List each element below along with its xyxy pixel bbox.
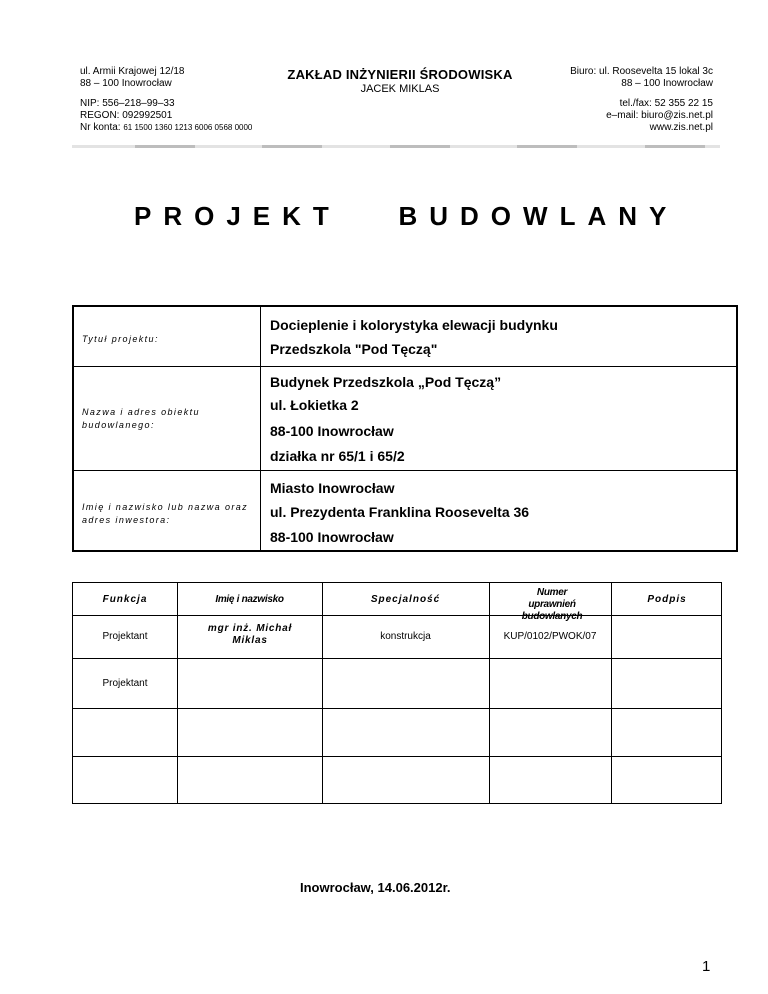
place-and-date: Inowrocław, 14.06.2012r. [300,880,451,895]
project-info-table [72,305,738,552]
separator-accent [517,145,577,148]
header-right-office [493,66,713,90]
office-line: Biuro: ul. Roosevelta 15 lokal 3c [570,66,713,77]
nip: NIP: 556–218–99–33 [80,98,175,109]
row-license: KUP/0102/PWOK/07 [503,631,597,642]
object-label: Nazwa i adres obiektu budowlanego: [82,407,200,430]
object-line: ul. Łokietka 2 [270,397,359,413]
team-row-divider [73,708,721,709]
phone: tel./fax: 52 355 22 15 [619,98,713,109]
info-row-divider [74,366,736,367]
object-line: działka nr 65/1 i 65/2 [270,448,405,464]
separator-accent [645,145,705,148]
email: e–mail: biuro@zis.net.pl [606,110,713,121]
investor-line: ul. Prezydenta Franklina Roosevelta 36 [270,504,530,520]
header-license: Numer uprawnień budowlanych [521,587,583,622]
page-number: 1 [702,958,711,975]
address-line: 88 – 100 Inowrocław [80,78,172,89]
header-left-address [80,66,185,90]
account-number: 61 1500 1360 1213 6006 0568 0000 [123,123,253,132]
header-specialty: Specjalność [370,594,441,605]
team-row-divider [73,615,721,616]
row-specialty: konstrukcja [380,631,431,642]
investor-line: Miasto Inowrocław [270,480,395,496]
investor-line: 88-100 Inowrocław [270,529,394,545]
team-column-divider [322,583,323,803]
project-title-line: Docieplenie i kolorystyka elewacji budynku [270,317,558,333]
website: www.zis.net.pl [649,122,713,133]
investor-label: Imię i nazwisko lub nazwa oraz adres inwestora: [82,502,249,525]
row-function: Projektant [102,678,148,689]
address-line: ul. Armii Krajowej 12/18 [80,66,185,77]
info-column-divider [260,307,261,550]
header-left-ids [80,98,252,134]
account-label: Nr konta: [80,122,121,133]
bank-account [80,122,252,134]
team-column-divider [611,583,612,803]
team-column-divider [489,583,490,803]
row-name: mgr inż. Michał Miklas [207,623,293,646]
team-row-divider [73,756,721,757]
team-column-divider [177,583,178,803]
row-function: Projektant [102,631,148,642]
info-row-divider [74,470,736,471]
team-table [72,582,722,804]
header-function: Funkcja [102,594,148,605]
header-signature: Podpis [647,594,687,605]
object-line: Budynek Przedszkola „Pod Tęczą” [270,374,502,390]
document-title: PROJEKT BUDOWLANY [134,201,679,231]
owner-name: JACEK MIKLAS [360,83,440,95]
separator-accent [390,145,450,148]
team-row-divider [73,658,721,659]
separator-accent [135,145,195,148]
header-right-contact [493,98,713,134]
header-name: Imię i nazwisko [215,594,284,605]
project-title-line: Przedszkola "Pod Tęczą" [270,341,438,357]
office-line: 88 – 100 Inowrocław [621,78,713,89]
object-line: 88-100 Inowrocław [270,423,394,439]
project-title-label: Tytuł projektu: [82,334,159,344]
separator-accent [262,145,322,148]
company-name: ZAKŁAD INŻYNIERII ŚRODOWISKA [287,67,513,82]
regon: REGON: 092992501 [80,110,173,121]
